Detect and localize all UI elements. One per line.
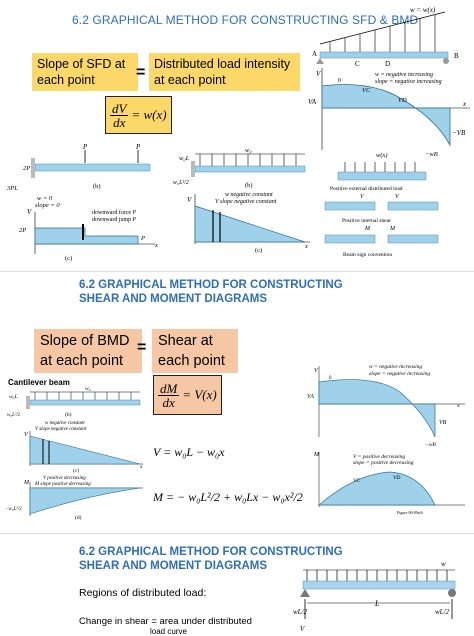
change-in-shear: Change in shear = area under distributed xyxy=(79,616,252,627)
moment-curve xyxy=(30,488,140,514)
fig-b-label-2: (b) xyxy=(245,182,253,189)
positive-internal-moment: Beam sign convention xyxy=(343,252,393,258)
moment-equation: M = − w₀L²/2 + w₀Lx − w₀x²/2 xyxy=(153,490,303,504)
fixed-support-icon xyxy=(31,158,35,178)
uniform-beam xyxy=(195,166,305,172)
formula-denominator: dx xyxy=(113,114,126,130)
va-label-2: VA xyxy=(307,394,314,400)
v-slope-neg-2: V slope negative constant xyxy=(35,427,87,432)
shear-moment-figure-2 xyxy=(305,362,470,520)
x-label-4: x xyxy=(140,464,143,470)
change-in-shear-2: load curve xyxy=(150,627,187,636)
label-c: C xyxy=(355,60,360,68)
fig-c-label-2: (c) xyxy=(255,247,263,254)
slide-1-title: 6.2 GRAPHICAL METHOD FOR CONSTRUCTING SFD & BMD xyxy=(72,13,419,27)
down-force-label: downward force P xyxy=(92,210,136,216)
sfd-slope-box: Slope of SFD at each point xyxy=(32,53,138,91)
formula-numerator: dV xyxy=(112,100,127,116)
fixed-support-icon-2 xyxy=(191,161,195,177)
roller-support-icon xyxy=(448,589,456,597)
shear-equation: V = w₀L − w₀x xyxy=(153,445,225,459)
v-pos-dec-2: V = positive decreasing xyxy=(353,454,406,460)
m-axis-label: M xyxy=(24,480,29,486)
v-axis-label-2: V xyxy=(27,208,32,216)
m-moment-1: M xyxy=(365,226,370,232)
vb-label: −VB xyxy=(452,129,466,137)
x-label-5: x xyxy=(457,403,460,409)
p2-label: P xyxy=(136,143,141,151)
w-neg-const: w negative constant xyxy=(225,192,273,198)
w0l-label-2: w₀L xyxy=(9,394,18,400)
x-label-3: x xyxy=(305,243,308,250)
slope-zero-label: slope = 0 xyxy=(35,202,60,209)
w0l2-label-2: w₀L²/2 xyxy=(7,413,21,418)
fig-b-label: (b) xyxy=(93,183,101,190)
slide-2-title-line1: 6.2 GRAPHICAL METHOD FOR CONSTRUCTING xyxy=(79,279,343,291)
pin-support-icon xyxy=(300,589,310,597)
cantilever-beam-2 xyxy=(30,400,140,405)
shear-box: Shear at each point xyxy=(152,329,238,373)
beam-1 xyxy=(320,52,448,58)
m-slope-pos-dec: M slope positive decreasing xyxy=(35,482,91,487)
wx-label: w(x) xyxy=(376,152,388,159)
point-load-figure xyxy=(5,144,165,264)
support-b-icon xyxy=(443,58,449,64)
slide-1 xyxy=(0,0,474,290)
p-level: P xyxy=(141,235,145,242)
vd-label: VD xyxy=(398,97,407,104)
slope-negative-label: slope = negative increasing xyxy=(375,79,442,85)
equals-sign: = xyxy=(136,64,146,81)
vc-label-2: VC xyxy=(353,478,361,484)
label-d: D xyxy=(385,60,391,68)
moment-formula xyxy=(153,375,222,415)
positive-external-load: Positive external distributed load xyxy=(330,186,403,192)
va-label: VA xyxy=(308,98,317,106)
w0-label-2: w₀ xyxy=(85,386,91,392)
w-neg-const-2: w negative constant xyxy=(45,421,85,426)
regions-label: Regions of distributed load: xyxy=(79,587,207,599)
wl2-right: wL/2 xyxy=(435,608,450,616)
v-axis-label-3: V xyxy=(187,196,192,204)
slide-2-title-line2: SHEAR AND MOMENT DIAGRAMS xyxy=(79,293,268,305)
formula2-rhs: = V(x) xyxy=(182,387,217,402)
slope-pos-dec-2: slope = positive decreasing xyxy=(353,460,414,466)
positive-internal-shear: Positive internal shear xyxy=(342,218,391,224)
3pl-reaction: 3PL xyxy=(7,185,18,192)
bmd-slope-box: Slope of BMD at each point xyxy=(34,329,142,373)
v-shear-1: V xyxy=(360,194,364,200)
v-axis-label: V xyxy=(316,70,321,78)
w-neg-inc-2: w = negative increasing xyxy=(369,364,423,370)
slide-2-title xyxy=(79,278,343,306)
cantilever-beam xyxy=(35,164,150,171)
vd-label-2: VD xyxy=(393,475,401,481)
w0l-label: w₀L xyxy=(179,155,190,162)
shear-curve xyxy=(322,85,450,146)
shear-triangle-2 xyxy=(30,436,140,464)
v-shear-2: V xyxy=(395,194,399,200)
w-label-3: w xyxy=(441,560,446,568)
shear-triangle xyxy=(195,206,305,242)
slide-2 xyxy=(0,271,474,520)
v-pos-dec: V positive decreasing xyxy=(43,476,86,481)
slide-3-title-line1: 6.2 GRAPHICAL METHOD FOR CONSTRUCTING xyxy=(79,546,343,558)
formula2-numerator: dM xyxy=(160,380,178,396)
l-label: L xyxy=(375,599,380,608)
cantilever-label: Cantilever beam xyxy=(8,378,70,387)
slope-neg-inc-2: slope = negative increasing xyxy=(369,371,431,377)
x-label-2: x xyxy=(155,242,158,249)
equals-sign-2: = xyxy=(137,339,147,356)
shear-step xyxy=(35,228,138,244)
fig-d-label: (d) xyxy=(75,515,82,521)
w-zero-label: w = 0 xyxy=(37,195,53,202)
cantilever-diagrams xyxy=(5,386,150,521)
w-of-x-label: w = w(x) xyxy=(410,6,436,14)
2p-level: 2P xyxy=(19,227,27,234)
m-moment-2: M xyxy=(390,226,395,232)
wl2-left: wL/2 xyxy=(293,608,308,616)
vb-label-2: VB xyxy=(439,420,447,426)
sign-convention-figure xyxy=(310,150,460,270)
x-axis-label: x xyxy=(463,100,467,108)
formula2-denominator: dx xyxy=(162,394,175,410)
v-axis-label-5: V xyxy=(314,368,318,374)
v-slope-neg-const: V slope negative constant xyxy=(215,199,277,205)
shear-formula xyxy=(105,96,172,134)
zero-label-2: 0 xyxy=(329,376,332,381)
neg-w0l2: −w₀L²/2 xyxy=(5,507,22,512)
v-axis-label-6: V xyxy=(300,625,305,633)
fig-b-label-3: (b) xyxy=(65,412,72,418)
simply-supported-beam xyxy=(303,581,455,589)
distributed-load-shear-figure xyxy=(300,0,474,160)
m-axis-label-2: M xyxy=(314,452,319,458)
shear-curve-2 xyxy=(319,380,435,437)
formula-rhs: = w(x) xyxy=(131,107,167,122)
fixed-support-icon-3 xyxy=(26,396,30,409)
load-intensity-box: Distributed load intensity at each point xyxy=(149,53,300,91)
wb-label-2: −wB xyxy=(425,442,436,448)
slide-3-title-line2: SHEAR AND MOMENT DIAGRAMS xyxy=(79,560,268,572)
figure-caption: Figure 06-09a/b xyxy=(397,510,423,515)
distributed-load-arrows xyxy=(320,12,445,52)
uniform-load-figure xyxy=(165,144,315,254)
2p-reaction: 2P xyxy=(23,165,31,172)
wb-label: −wB xyxy=(425,151,438,158)
slide-3 xyxy=(0,533,474,636)
w-negative-label: w = negative increasing xyxy=(375,72,433,78)
zero-label: 0 xyxy=(338,78,341,84)
label-a: A xyxy=(312,50,318,58)
vc-label: VC xyxy=(362,87,371,94)
down-jump-label: downward jump P xyxy=(92,217,136,223)
fig-c-label-3: (c) xyxy=(73,468,80,474)
fig-c-label: (c) xyxy=(65,255,73,262)
simply-supported-beam-figure xyxy=(295,559,470,633)
moment-curve-2 xyxy=(319,472,435,505)
p1-label: P xyxy=(83,143,88,151)
v-axis-label-4: V xyxy=(24,432,28,438)
w0-label: w₀ xyxy=(245,147,252,154)
w0l2-label: w₀L²/2 xyxy=(173,180,189,186)
label-b: B xyxy=(454,52,459,60)
support-a-icon xyxy=(316,58,324,64)
